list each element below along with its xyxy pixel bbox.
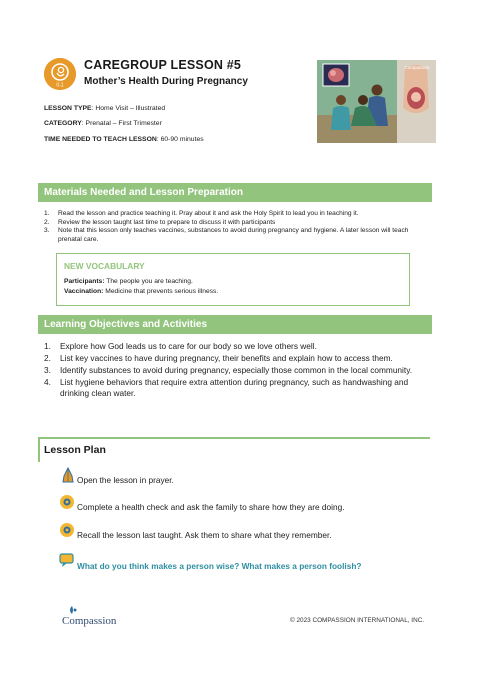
- vocabulary-term: Vaccination: Medicine that prevents serious illness.: [64, 288, 219, 295]
- svg-text:0-1: 0-1: [56, 82, 64, 89]
- sun-gear-icon: [59, 494, 75, 510]
- materials-heading: Materials Needed and Lesson Preparation: [38, 183, 432, 202]
- lesson-type: LESSON TYPE: Home Visit – Illustrated: [44, 105, 166, 112]
- list-item: 2. Review the lesson taught last time to prepare to discuss it with participants: [44, 218, 276, 226]
- compassion-logo: [62, 604, 124, 628]
- svg-text:Compassion: Compassion: [404, 65, 430, 70]
- lesson-time: TIME NEEDED TO TEACH LESSON: 60-90 minutes: [44, 136, 204, 143]
- plan-step: Recall the lesson last taught. Ask them to share what they remember.: [77, 530, 332, 540]
- caregroup-logo-icon: [44, 58, 76, 90]
- vocabulary-term: Participants: The people you are teaching.: [64, 278, 193, 285]
- plan-step: Complete a health check and ask the family to share how they are doing.: [77, 502, 345, 512]
- list-item: 3. Note that this lesson only teaches vaccines, substances to avoid during pregnancy and hygiene. A later lesson will teach prenatal care.: [44, 227, 409, 243]
- objectives-list: [44, 341, 429, 400]
- discussion-question: What do you think makes a person wise? What makes a person foolish?: [77, 561, 362, 571]
- list-item: 3. Identify substances to avoid during pregnancy, especially those common in the local community.: [44, 365, 413, 375]
- svg-text:Compassion: Compassion: [62, 615, 117, 627]
- list-item: 1. Read the lesson and practice teaching it. Pray about it and ask the Holy Spirit to lead you in teaching it.: [44, 210, 359, 217]
- lesson-plan-heading: Lesson Plan: [44, 444, 106, 456]
- pregnancy-illustration: [317, 60, 436, 143]
- lesson-plan-accent: [38, 438, 40, 462]
- objectives-heading: Learning Objectives and Activities: [38, 315, 432, 334]
- plan-step: Open the lesson in prayer.: [77, 475, 174, 485]
- page-subtitle: Mother’s Health During Pregnancy: [84, 76, 248, 87]
- lesson-category: CATEGORY: Prenatal – First Trimester: [44, 120, 162, 127]
- page-title: CAREGROUP LESSON #5: [84, 58, 242, 72]
- sun-gear-icon: [59, 522, 75, 538]
- vocabulary-heading: NEW VOCABULARY: [64, 261, 145, 271]
- speech-bubble-icon: [59, 552, 75, 568]
- praying-hands-icon: [60, 467, 76, 483]
- list-item: 4. List hygiene behaviors that require extra attention during pregnancy, such as handwashing and drinking clean water.: [44, 377, 409, 398]
- materials-list: [44, 210, 429, 244]
- copyright-text: © 2023 COMPASSION INTERNATIONAL, INC.: [290, 617, 425, 624]
- list-item: 2. List key vaccines to have during pregnancy, their benefits and explain how to access them.: [44, 353, 393, 363]
- list-item: 1. Explore how God leads us to care for our body so we love others well.: [44, 341, 317, 351]
- lesson-plan-divider: [38, 437, 430, 439]
